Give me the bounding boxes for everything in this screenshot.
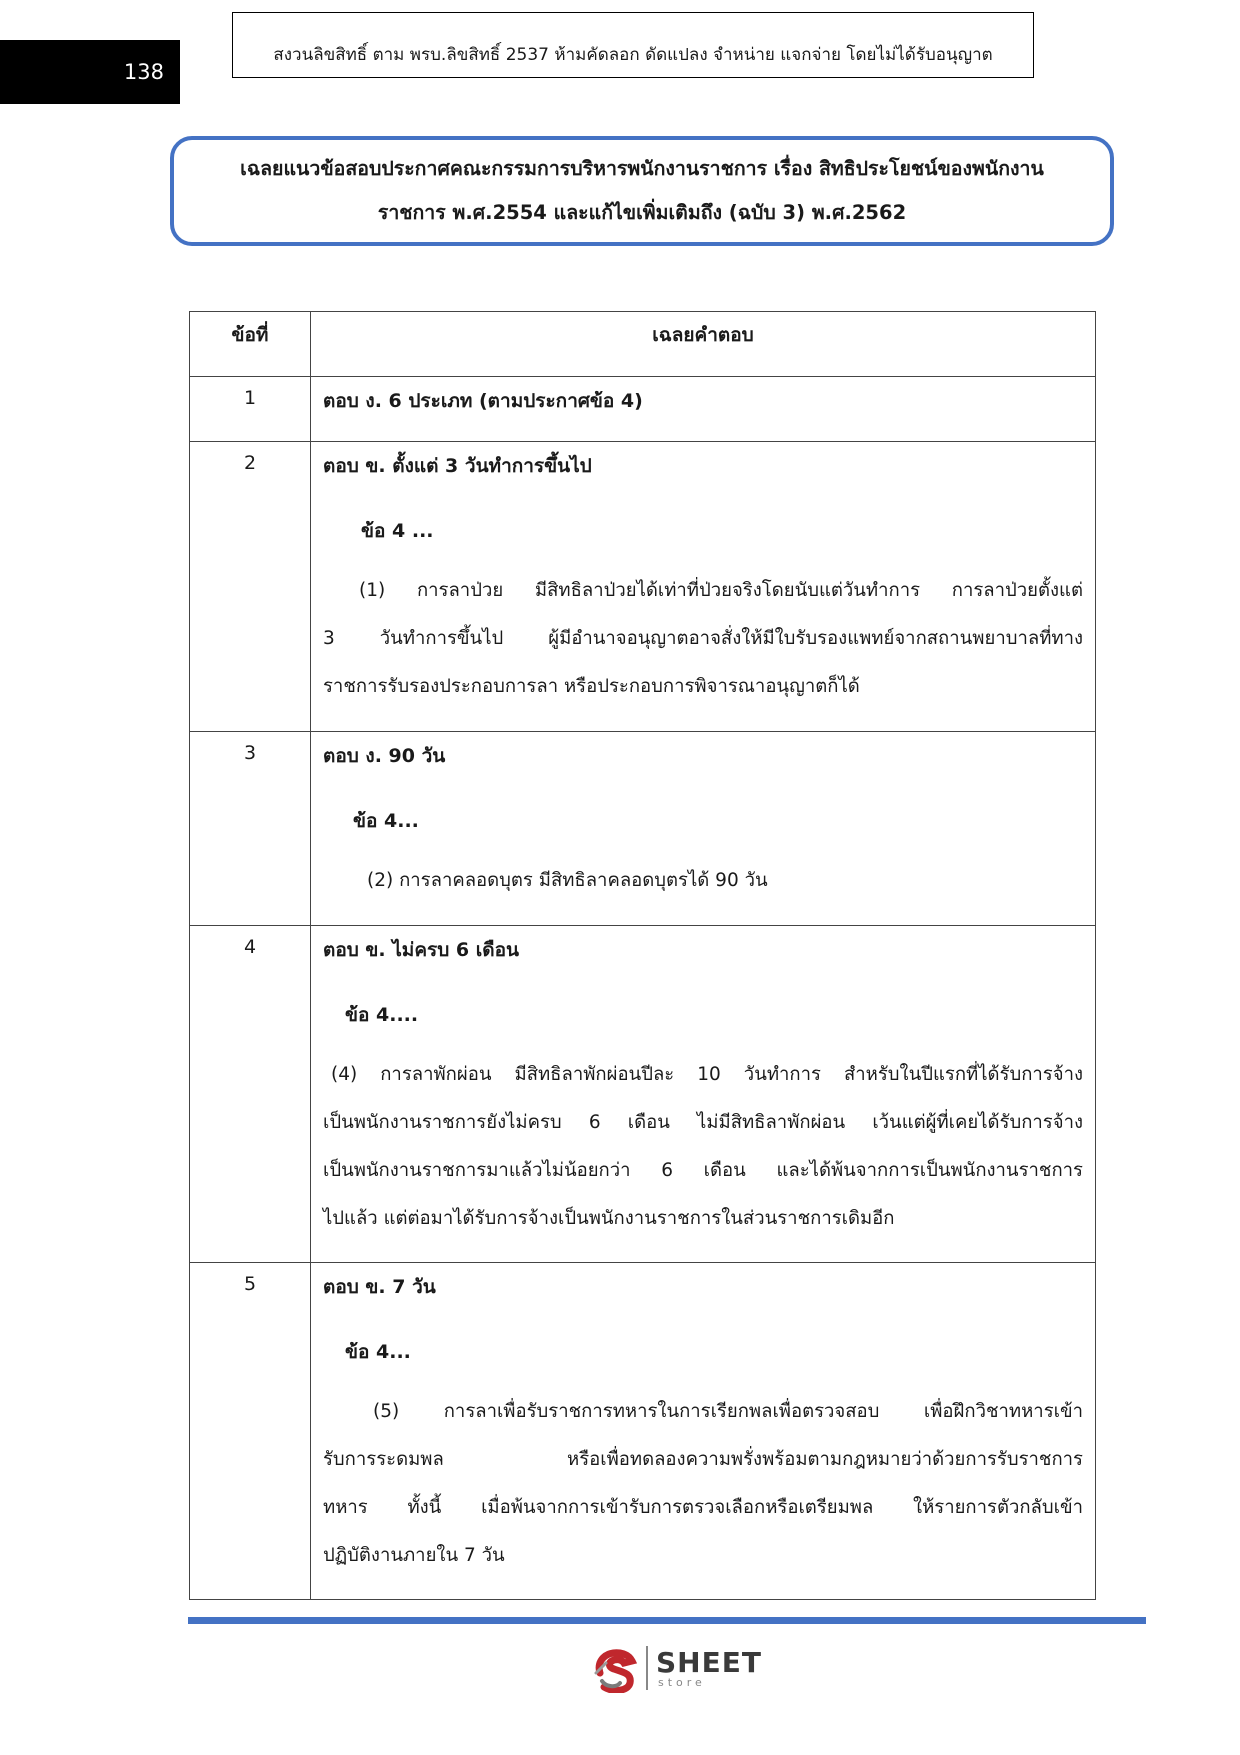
sheet-store-logo <box>592 1640 762 1696</box>
page-number-tab <box>0 40 180 104</box>
row-number: 4 <box>190 926 311 1263</box>
row-answer-cell <box>311 377 1096 442</box>
section-ref: ข้อ 4... <box>345 1341 411 1363</box>
body-line: ไปแล้ว แต่ต่อมาได้รับการจ้างเป็นพนักงานราชการในส่วนราชการเดิมอีก <box>323 1208 895 1229</box>
row-answer-cell <box>311 926 1096 1263</box>
table-row <box>190 377 1096 442</box>
section-ref: ข้อ 4... <box>353 810 419 832</box>
row-number: 1 <box>190 377 311 442</box>
answer-text: ตอบ ข. ไม่ครบ 6 เดือน <box>323 939 519 961</box>
row-number: 3 <box>190 732 311 926</box>
answer-text: ตอบ ข. ตั้งแต่ 3 วันทำการขึ้นไป <box>323 455 592 477</box>
table-header-row <box>190 312 1096 377</box>
logo-separator <box>646 1646 648 1690</box>
document-title-box <box>170 136 1114 246</box>
answer-text: ตอบ ข. 7 วัน <box>323 1276 436 1298</box>
copyright-notice <box>232 12 1034 78</box>
body-line: เป็นพนักงานราชการมาแล้วไม่น้อยกว่า 6 เดือน และได้พ้นจากการเป็นพนักงานราชการ <box>323 1160 1083 1181</box>
sheet-logo-icon <box>592 1643 640 1693</box>
copyright-text: สงวนลิขสิทธิ์ ตาม พรบ.ลิขสิทธิ์ 2537 ห้ามคัดลอก ดัดแปลง จำหน่าย แจกจ่าย โดยไม่ได้รับอนุญาต <box>273 44 993 65</box>
section-ref: ข้อ 4 ... <box>361 520 434 542</box>
logo-wordmark <box>656 1645 762 1689</box>
row-number: 2 <box>190 442 311 732</box>
row-answer-cell <box>311 442 1096 732</box>
body-line: (4) การลาพักผ่อน มีสิทธิลาพักผ่อนปีละ 10 วันทำการ สำหรับในปีแรกที่ได้รับการจ้าง <box>331 1064 1083 1085</box>
table-row <box>190 732 1096 926</box>
answer-text: ตอบ ง. 6 ประเภท (ตามประกาศข้อ 4) <box>323 390 643 412</box>
body-line: (2) การลาคลอดบุตร มีสิทธิลาคลอดบุตรได้ 90 วัน <box>367 870 768 891</box>
table-row <box>190 442 1096 732</box>
row-answer-cell <box>311 732 1096 926</box>
table-row <box>190 1263 1096 1600</box>
row-number: 5 <box>190 1263 311 1600</box>
page-number: 138 <box>123 60 164 84</box>
row-answer-cell <box>311 1263 1096 1600</box>
body-line: เป็นพนักงานราชการยังไม่ครบ 6 เดือน ไม่มีสิทธิลาพักผ่อน เว้นแต่ผู้ที่เคยได้รับการจ้าง <box>323 1112 1083 1133</box>
body-line: ทหาร ทั้งนี้ เมื่อพ้นจากการเข้ารับการตรวจเลือกหรือเตรียมพล ให้รายการตัวกลับเข้า <box>323 1497 1083 1518</box>
body-line: (1) การลาป่วย มีสิทธิลาป่วยได้เท่าที่ป่วยจริงโดยนับแต่วันทำการ การลาป่วยตั้งแต่ <box>359 580 1083 601</box>
body-line: (5) การลาเพื่อรับราชการทหารในการเรียกพลเพื่อตรวจสอบ เพื่อฝึกวิชาทหารเข้า <box>373 1401 1083 1422</box>
answer-text: ตอบ ง. 90 วัน <box>323 745 446 767</box>
table-row <box>190 926 1096 1263</box>
body-line: รับการระดมพล หรือเพื่อทดลองความพรั่งพร้อมตามกฎหมายว่าด้วยการรับราชการ <box>323 1449 1083 1470</box>
header-number: ข้อที่ <box>190 312 311 377</box>
header-answer: เฉลยคำตอบ <box>311 312 1096 377</box>
footer-accent-bar <box>188 1617 1146 1624</box>
logo-sub-text: store <box>658 1675 706 1689</box>
title-line-1: เฉลยแนวข้อสอบประกาศคณะกรรมการบริหารพนักงานราชการ เรื่อง สิทธิประโยชน์ของพนักงาน <box>240 157 1044 180</box>
body-line: 3 วันทำการขึ้นไป ผู้มีอำนาจอนุญาตอาจสั่งให้มีใบรับรองแพทย์จากสถานพยาบาลที่ทาง <box>323 628 1083 649</box>
body-line: ปฏิบัติงานภายใน 7 วัน <box>323 1545 505 1566</box>
logo-brand-text: SHEET <box>656 1645 762 1679</box>
body-line: ราชการรับรองประกอบการลา หรือประกอบการพิจารณาอนุญาตก็ได้ <box>323 676 860 697</box>
answer-table <box>189 311 1096 1600</box>
title-line-2: ราชการ พ.ศ.2554 และแก้ไขเพิ่มเติมถึง (ฉบับ 3) พ.ศ.2562 <box>377 201 907 224</box>
section-ref: ข้อ 4.... <box>345 1004 419 1026</box>
